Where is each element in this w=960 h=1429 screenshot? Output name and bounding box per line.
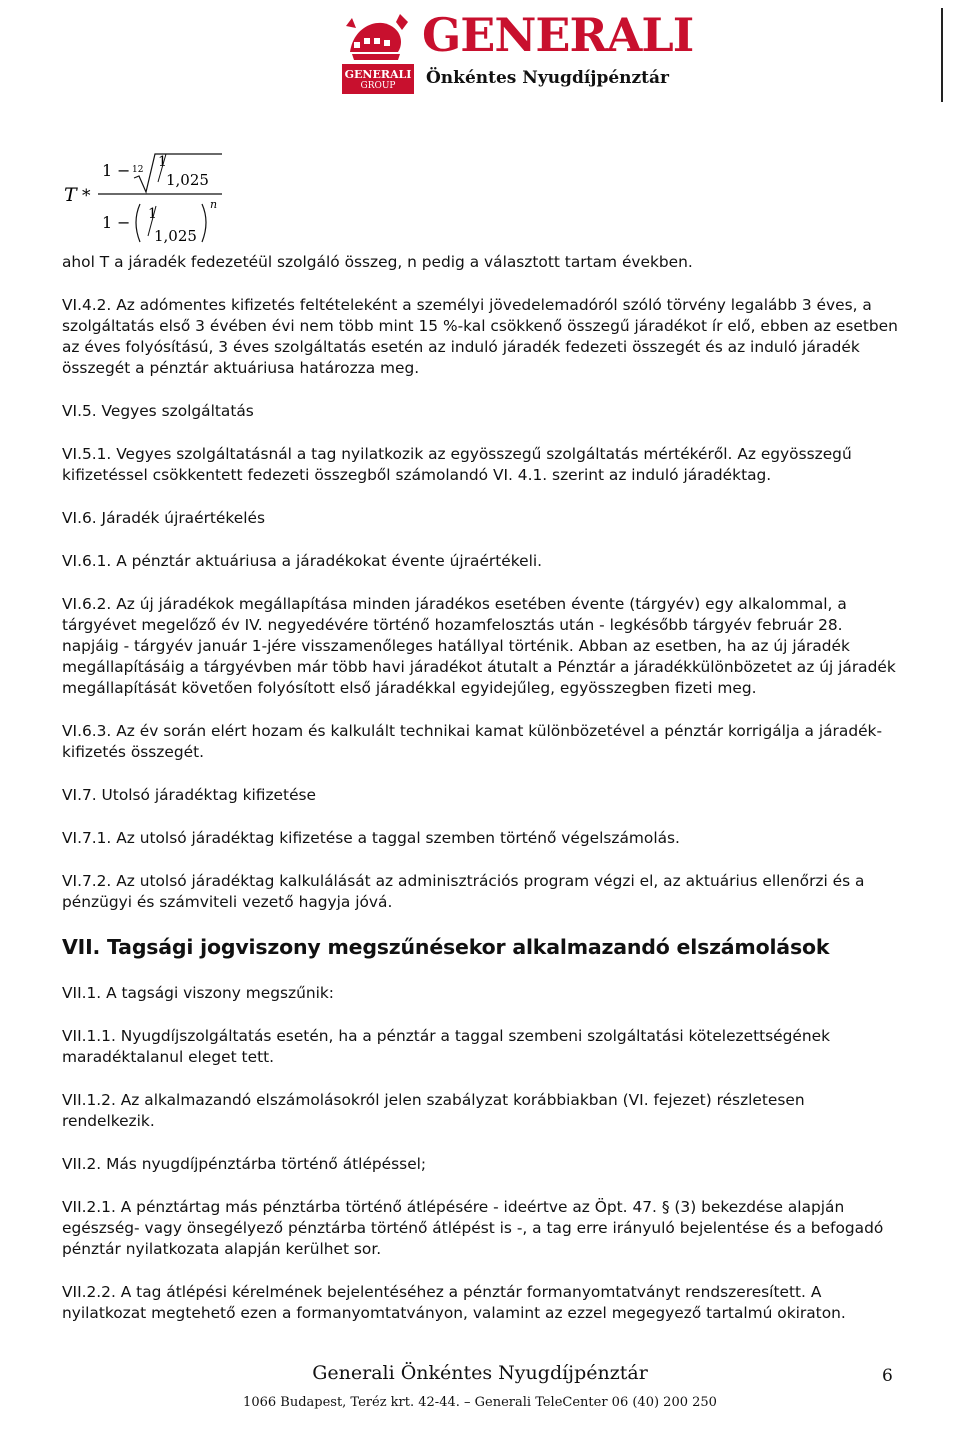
footer-title: Generali Önkéntes Nyugdíjpénztár <box>312 1362 648 1384</box>
section-heading: VII.1. A tagsági viszony megszűnik: <box>62 984 334 1002</box>
paragraph: VII.1.1. Nyugdíjszolgáltatás esetén, ha a pénztár a taggal szembeni szolgáltatási kötelezettségének maradéktalanul eleget tett. <box>62 1027 831 1066</box>
paragraph: VI.4.2. Az adómentes kifizetés feltételeként a személyi jövedelemadóról szóló törvény legalább 3 éves, a szolgáltatás első 3 évében évi nem több mint 15 %-kal csökkenő összegű járadékot ír elő, ebben az esetben az éves folyósítású, 3 éves szolgáltatás esetén az induló járadék fedezeti összegét és az induló járadék összegét a pénztár aktuáriusa határozza meg. <box>62 296 898 377</box>
header-divider <box>941 8 943 102</box>
paragraph: VII.2.1. A pénztártag más pénztárba történő átlépésére - ideértve az Öpt. 47. § (3) bekezdése alapján egészség- vagy önsegélyező pénztárba történő átlépést is -, a tag erre irányuló bejelentése és a befogadó pénztár nyilatkozata alapján kerülhet sor. <box>62 1198 884 1258</box>
paragraph: VII.1.2. Az alkalmazandó elszámolásokról jelen szabályzat korábbiakban (VI. fejezet) részletesen rendelkezik. <box>62 1091 805 1130</box>
annuity-formula <box>62 148 242 248</box>
formula-den-value: 1,025 <box>154 227 197 245</box>
logo-text-generali: GENERALI <box>344 68 412 81</box>
formula-den-minus: − <box>117 213 131 232</box>
formula-num-minus: − <box>117 161 131 180</box>
section-heading: VII.2. Más nyugdíjpénztárba történő átlépéssel; <box>62 1155 427 1173</box>
footer-address: 1066 Budapest, Teréz krt. 42-44. – Generali TeleCenter 06 (40) 200 250 <box>243 1395 717 1410</box>
paragraph: VI.7.2. Az utolsó járadéktag kalkulálását az adminisztrációs program végzi el, az aktuárius ellenőrzi és a pénzügyi és számviteli vezető hagyja jóvá. <box>62 872 865 911</box>
paragraph: VI.5.1. Vegyes szolgáltatásnál a tag nyilatkozik az egyösszegű szolgáltatás mértékéről. Az egyösszegű kifizetéssel csökkentett fedezeti összegből számolandó VI. 4.1. szerint az induló járadéktag. <box>62 445 852 484</box>
formula-den-inner-one: 1 <box>148 206 157 222</box>
brand-subtitle: Önkéntes Nyugdíjpénztár <box>426 68 669 88</box>
paragraph: VI.7.1. Az utolsó járadéktag kifizetése a taggal szemben történő végelszámolás. <box>62 829 680 847</box>
brand-name: GENERALI <box>422 8 694 62</box>
generali-lion-logo <box>342 8 414 94</box>
formula-T: T <box>64 184 77 206</box>
chapter-heading: VII. Tagsági jogviszony megszűnésekor alkalmazandó elszámolások <box>62 935 830 959</box>
formula-inner-value: 1,025 <box>166 171 209 189</box>
paragraph: VII.2.2. A tag átlépési kérelmének bejelentéséhez a pénztár formanyomtatványt rendszeresített. A nyilatkozat megtehető ezen a formanyomtatványon, valamint az ezzel megegyező tartalmú okiraton. <box>62 1283 846 1322</box>
paragraph: VI.6.2. Az új járadékok megállapítása minden járadékos esetében évente (tárgyév) egy alkalommal, a tárgyévet megelőző év IV. negyedévére történő hozamfelosztás után - legkésőbb tárgyév február 28. napjáig - tárgyév január 1-jére visszamenőleges hatállyal történik. Abban az esetben, ha az új járadék megállapításáig a tárgyévben már több havi járadékot átutalt a Pénztár a járadékkülönbözetet az új járadék megállapítását követően folyósított első járadékkal egyidejűleg, egyösszegben fizeti meg. <box>62 595 896 697</box>
formula-num-one: 1 <box>102 161 113 180</box>
paragraph: VI.6.1. A pénztár aktuáriusa a járadékokat évente újraértékeli. <box>62 552 543 570</box>
left-paren <box>136 204 140 242</box>
paragraph: ahol T a járadék fedezetéül szolgáló összeg, n pedig a választott tartam években. <box>62 253 693 271</box>
page-number: 6 <box>882 1366 893 1386</box>
section-heading: VI.6. Járadék újraértékelés <box>62 509 265 527</box>
logo-text-group: GROUP <box>360 81 396 91</box>
formula-root-index: 12 <box>132 165 144 175</box>
formula-den-one: 1 <box>102 213 113 232</box>
paragraph: VI.6.3. Az év során elért hozam és kalkulált technikai kamat különbözetével a pénztár korrigálja a járadék-kifizetés összegét. <box>62 722 883 761</box>
document-body <box>62 252 902 1324</box>
right-paren <box>202 204 206 242</box>
page-header <box>342 6 960 106</box>
formula-inner-one: 1 <box>158 154 167 170</box>
section-heading: VI.5. Vegyes szolgáltatás <box>62 402 254 420</box>
formula-star: * <box>82 186 91 206</box>
section-heading: VI.7. Utolsó járadéktag kifizetése <box>62 786 317 804</box>
formula-exponent-n: n <box>210 198 218 211</box>
